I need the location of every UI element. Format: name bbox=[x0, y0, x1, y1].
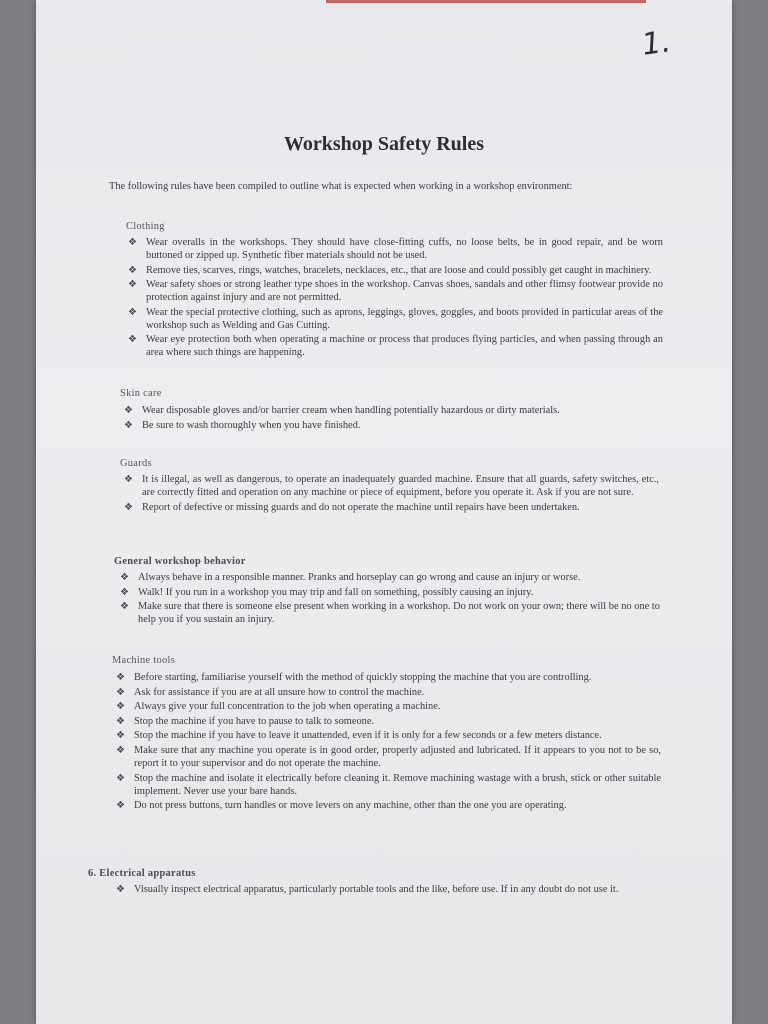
bullet-icon: ❖ bbox=[116, 744, 125, 756]
intro-paragraph: The following rules have been compiled to outline what is expected when working in a workshop environment: bbox=[109, 181, 573, 192]
list-item: ❖ Remove ties, scarves, rings, watches, bracelets, necklaces, etc., that are loose and could possibly get caught in machinery. bbox=[128, 264, 652, 276]
bullet-icon: ❖ bbox=[120, 572, 129, 583]
list-item: ❖ Before starting, familiarise yourself with the method of quickly stopping the machine that you are controlling. bbox=[116, 672, 592, 683]
section-list-clothing bbox=[128, 236, 663, 361]
bullet-icon: ❖ bbox=[124, 419, 133, 431]
section-heading-skin-care: Skin care bbox=[120, 388, 162, 399]
section-list-machine-tools bbox=[116, 671, 661, 814]
list-item: ❖ Be sure to wash thoroughly when you have finished. bbox=[124, 419, 361, 431]
bullet-icon: ❖ bbox=[120, 601, 129, 613]
bullet-icon: ❖ bbox=[116, 772, 125, 784]
bullet-icon: ❖ bbox=[116, 884, 125, 895]
bullet-icon: ❖ bbox=[116, 730, 125, 742]
list-item: ❖ Report of defective or missing guards and do not operate the machine until repairs have been undertaken. bbox=[124, 501, 580, 513]
list-item: ❖ Make sure that there is someone else present when working in a workshop. Do not work on your own; there will be no one to help you if you sustain an injury. bbox=[120, 601, 660, 626]
list-item: ❖ Do not press buttons, turn handles or move levers on any machine, other than the one you are operating. bbox=[116, 800, 567, 812]
document-page bbox=[36, 0, 732, 1024]
red-paper-edge bbox=[326, 0, 646, 3]
list-item: ❖ It is illegal, as well as dangerous, to operate an inadequately guarded machine. Ensure that all guards, safety switches, etc., are correctly fitted and operation on any machine or piece of equipment, before you operate it. Ask if you are not sure. bbox=[124, 474, 659, 498]
list-item: ❖ Wear the special protective clothing, such as aprons, leggings, gloves, goggles, and boots provided in particular areas of the workshop such as Welding and Gas Cutting. bbox=[128, 306, 663, 331]
section-heading-guards: Guards bbox=[120, 458, 152, 469]
list-item: ❖ Make sure that any machine you operate is in good order, properly adjusted and lubricated. If it appears to you not to be so, report it to your supervisor and do not operate the machine. bbox=[116, 744, 661, 769]
list-item: ❖ Always give your full concentration to the job when operating a machine. bbox=[116, 701, 441, 713]
bullet-icon: ❖ bbox=[124, 501, 133, 513]
list-item: ❖ Always behave in a responsible manner. Pranks and horseplay can go wrong and cause an injury or worse. bbox=[120, 572, 581, 583]
list-item: ❖ Wear disposable gloves and/or barrier cream when handling potentially hazardous or dirty materials. bbox=[124, 405, 560, 416]
section-heading-electrical-apparatus: 6. Electrical apparatus bbox=[88, 868, 196, 879]
section-heading-general-behavior: General workshop behavior bbox=[114, 556, 246, 567]
bullet-icon: ❖ bbox=[128, 237, 137, 248]
bullet-icon: ❖ bbox=[128, 306, 137, 318]
list-item: ❖ Walk! If you run in a workshop you may trip and fall on something, possibly causing an injury. bbox=[120, 586, 534, 598]
bullet-icon: ❖ bbox=[120, 586, 129, 598]
list-item: ❖ Stop the machine if you have to pause to talk to someone. bbox=[116, 715, 375, 727]
list-item: ❖ Stop the machine and isolate it electrically before cleaning it. Remove machining wastage with a brush, stick or other suitable implement. Never use your bare hands. bbox=[116, 772, 661, 797]
list-item: ❖ Ask for assistance if you are at all unsure how to control the machine. bbox=[116, 686, 425, 698]
bullet-icon: ❖ bbox=[124, 474, 133, 485]
bullet-icon: ❖ bbox=[128, 264, 137, 276]
bullet-icon: ❖ bbox=[116, 715, 125, 727]
list-item: ❖ Visually inspect electrical apparatus, particularly portable tools and the like, before use. If in any doubt do not use it. bbox=[116, 884, 619, 895]
document-title: Workshop Safety Rules bbox=[283, 133, 485, 155]
list-item: ❖ Wear safety shoes or strong leather type shoes in the workshop. Canvas shoes, sandals and other flimsy footwear provide no protection against injury and are not permitted. bbox=[128, 279, 663, 304]
bullet-icon: ❖ bbox=[116, 701, 125, 713]
section-list-skin-care bbox=[124, 404, 659, 433]
handwritten-page-number: 1. bbox=[639, 24, 673, 63]
bullet-icon: ❖ bbox=[116, 672, 125, 683]
bullet-icon: ❖ bbox=[128, 334, 137, 346]
section-heading-clothing: Clothing bbox=[126, 221, 165, 232]
bullet-icon: ❖ bbox=[124, 405, 133, 416]
list-item: ❖ Wear overalls in the workshops. They should have close-fitting cuffs, no loose belts, be in good repair, and be worn buttoned or zipped up. Synthetic fiber materials should not be used. bbox=[128, 237, 663, 261]
list-item: ❖ Wear eye protection both when operating a machine or process that produces flying particles, and when passing through an area where such things are happening. bbox=[128, 334, 663, 359]
list-item: ❖ Stop the machine if you have to leave it unattended, even if it is only for a few seconds or a few meters distance. bbox=[116, 730, 602, 742]
section-list-guards bbox=[124, 473, 659, 515]
section-list-general-behavior bbox=[120, 571, 660, 628]
section-list-electrical-apparatus bbox=[116, 883, 661, 898]
section-heading-machine-tools: Machine tools bbox=[112, 655, 176, 666]
bullet-icon: ❖ bbox=[116, 800, 125, 812]
bullet-icon: ❖ bbox=[128, 279, 137, 291]
bullet-icon: ❖ bbox=[116, 686, 125, 698]
